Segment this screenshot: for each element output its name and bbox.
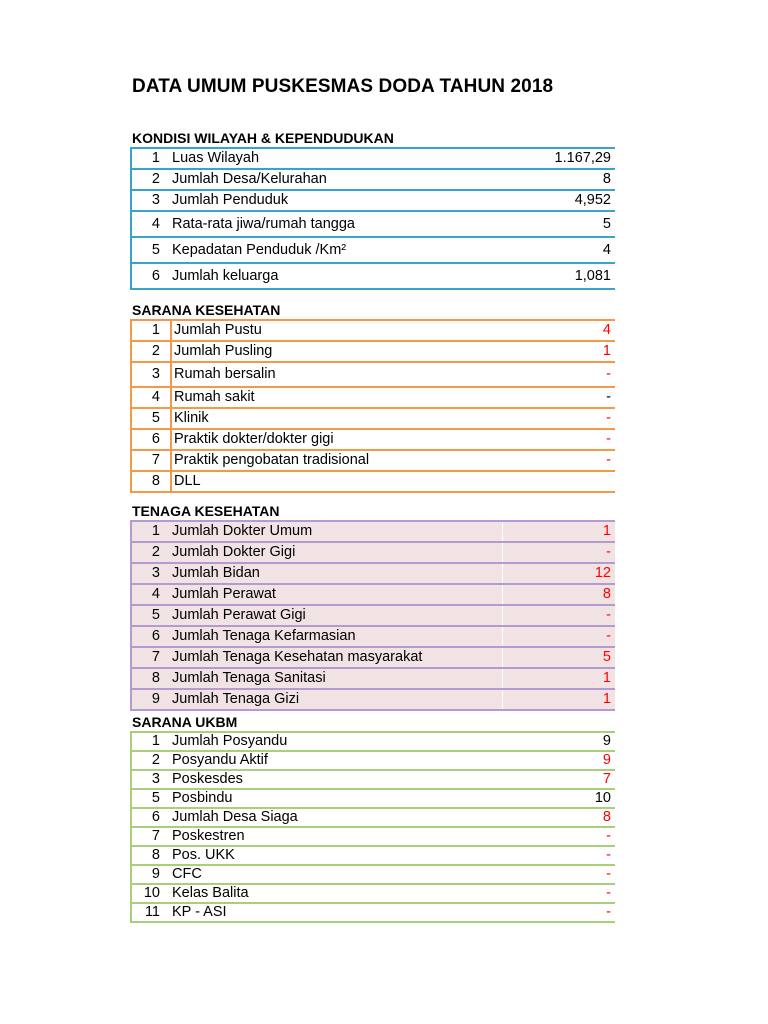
table-sarana-kesehatan [130, 319, 615, 493]
row-number: 3 [131, 770, 170, 789]
row-number: 5 [131, 789, 170, 808]
row-label: Poskestren [170, 827, 503, 846]
row-value: 10 [503, 789, 615, 808]
row-number: 5 [131, 237, 170, 263]
row-label: Jumlah Pustu [171, 320, 503, 341]
table-row [131, 668, 615, 689]
row-number: 4 [131, 387, 171, 408]
row-value: 1 [503, 341, 615, 362]
row-value: 4,952 [503, 190, 615, 211]
row-label: Jumlah Tenaga Sanitasi [170, 668, 503, 689]
table-row [131, 320, 615, 341]
section-heading-tenaga-kesehatan: TENAGA KESEHATAN [132, 503, 280, 519]
row-number: 7 [131, 450, 171, 471]
row-value: - [503, 362, 615, 387]
row-number: 4 [131, 211, 170, 237]
page-title: DATA UMUM PUSKESMAS DODA TAHUN 2018 [132, 76, 554, 97]
row-label: Kelas Balita [170, 884, 503, 903]
table-row [131, 450, 615, 471]
row-label: Rumah bersalin [171, 362, 503, 387]
row-value: 1,081 [503, 263, 615, 289]
row-label: KP - ASI [170, 903, 503, 922]
table-row [131, 689, 615, 710]
table-row [131, 169, 615, 190]
row-number: 3 [131, 362, 171, 387]
row-label: Jumlah Bidan [170, 563, 503, 584]
row-label: Kepadatan Penduduk /Km² [170, 237, 503, 263]
row-label: Jumlah Tenaga Kefarmasian [170, 626, 503, 647]
table-row [131, 341, 615, 362]
table-row [131, 647, 615, 668]
row-label: Rata-rata jiwa/rumah tangga [170, 211, 503, 237]
table-row [131, 605, 615, 626]
row-value: - [503, 884, 615, 903]
row-number: 2 [131, 542, 170, 563]
table-row [131, 884, 615, 903]
row-label: Jumlah Tenaga Gizi [170, 689, 503, 710]
row-value: - [503, 846, 615, 865]
row-label: Jumlah Penduduk [170, 190, 503, 211]
section-heading-kondisi-wilayah: KONDISI WILAYAH & KEPENDUDUKAN [132, 130, 394, 146]
row-value: 7 [503, 770, 615, 789]
table-row [131, 584, 615, 605]
row-number: 5 [131, 605, 170, 626]
row-label: Jumlah Perawat [170, 584, 503, 605]
row-value: - [503, 827, 615, 846]
row-number: 1 [131, 320, 171, 341]
table-row [131, 148, 615, 169]
row-number: 7 [131, 647, 170, 668]
row-value: - [503, 605, 616, 626]
row-value: - [503, 865, 615, 884]
row-value: 5 [503, 211, 615, 237]
table-row [131, 211, 615, 237]
row-number: 7 [131, 827, 170, 846]
table-row [131, 732, 615, 751]
row-value: - [503, 408, 615, 429]
row-value: 4 [503, 320, 615, 341]
row-number: 1 [131, 148, 170, 169]
row-number: 9 [131, 865, 170, 884]
row-label: Pos. UKK [170, 846, 503, 865]
row-number: 6 [131, 626, 170, 647]
row-value: 5 [503, 647, 616, 668]
row-value: 1 [503, 521, 616, 542]
table-row [131, 865, 615, 884]
row-number: 9 [131, 689, 170, 710]
table-row [131, 387, 615, 408]
row-label: Jumlah Tenaga Kesehatan masyarakat [170, 647, 503, 668]
row-number: 2 [131, 169, 170, 190]
table-tenaga-kesehatan [130, 520, 615, 711]
row-label: Jumlah keluarga [170, 263, 503, 289]
table-row [131, 770, 615, 789]
row-value: - [503, 387, 615, 408]
row-label: Luas Wilayah [170, 148, 503, 169]
row-number: 3 [131, 190, 170, 211]
row-number: 2 [131, 341, 171, 362]
table-row [131, 429, 615, 450]
row-label: Posyandu Aktif [170, 751, 503, 770]
row-label: DLL [171, 471, 503, 492]
row-label: Jumlah Perawat Gigi [170, 605, 503, 626]
row-label: Jumlah Desa/Kelurahan [170, 169, 503, 190]
row-number: 8 [131, 668, 170, 689]
row-value: - [503, 626, 616, 647]
table-row [131, 362, 615, 387]
row-value: 9 [503, 732, 615, 751]
row-number: 1 [131, 732, 170, 751]
row-value: 8 [503, 169, 615, 190]
row-label: CFC [170, 865, 503, 884]
row-number: 6 [131, 263, 170, 289]
table-row [131, 846, 615, 865]
table-row [131, 751, 615, 770]
row-number: 5 [131, 408, 171, 429]
table-row [131, 808, 615, 827]
row-number: 2 [131, 751, 170, 770]
section-heading-sarana-ukbm: SARANA UKBM [132, 714, 238, 730]
row-value: 12 [503, 563, 616, 584]
row-value: 9 [503, 751, 615, 770]
table-row [131, 542, 615, 563]
row-value: - [503, 429, 615, 450]
row-number: 8 [131, 846, 170, 865]
row-value: 8 [503, 584, 616, 605]
row-value: 1 [503, 689, 616, 710]
row-label: Praktik pengobatan tradisional [171, 450, 503, 471]
table-row [131, 471, 615, 492]
row-number: 4 [131, 584, 170, 605]
table-sarana-ukbm [130, 731, 615, 923]
row-number: 3 [131, 563, 170, 584]
row-value: - [503, 903, 615, 922]
table-row [131, 190, 615, 211]
table-row [131, 237, 615, 263]
table-row [131, 408, 615, 429]
row-value [503, 471, 615, 492]
row-label: Klinik [171, 408, 503, 429]
table-row [131, 626, 615, 647]
row-label: Rumah sakit [171, 387, 503, 408]
table-kondisi-wilayah [130, 147, 615, 290]
row-label: Jumlah Desa Siaga [170, 808, 503, 827]
row-label: Jumlah Pusling [171, 341, 503, 362]
row-value: - [503, 542, 616, 563]
table-row [131, 827, 615, 846]
row-number: 6 [131, 429, 171, 450]
row-label: Jumlah Dokter Umum [170, 521, 503, 542]
table-row [131, 263, 615, 289]
table-row [131, 563, 615, 584]
row-value: 1 [503, 668, 616, 689]
row-number: 1 [131, 521, 170, 542]
table-row [131, 903, 615, 922]
row-number: 11 [131, 903, 170, 922]
row-number: 6 [131, 808, 170, 827]
row-number: 10 [131, 884, 170, 903]
row-value: 4 [503, 237, 615, 263]
row-label: Poskesdes [170, 770, 503, 789]
row-value: 1.167,29 [503, 148, 615, 169]
row-label: Jumlah Dokter Gigi [170, 542, 503, 563]
row-number: 8 [131, 471, 171, 492]
row-label: Posbindu [170, 789, 503, 808]
row-label: Praktik dokter/dokter gigi [171, 429, 503, 450]
row-label: Jumlah Posyandu [170, 732, 503, 751]
table-row [131, 521, 615, 542]
row-value: - [503, 450, 615, 471]
row-value: 8 [503, 808, 615, 827]
section-heading-sarana-kesehatan: SARANA KESEHATAN [132, 302, 281, 318]
table-row [131, 789, 615, 808]
